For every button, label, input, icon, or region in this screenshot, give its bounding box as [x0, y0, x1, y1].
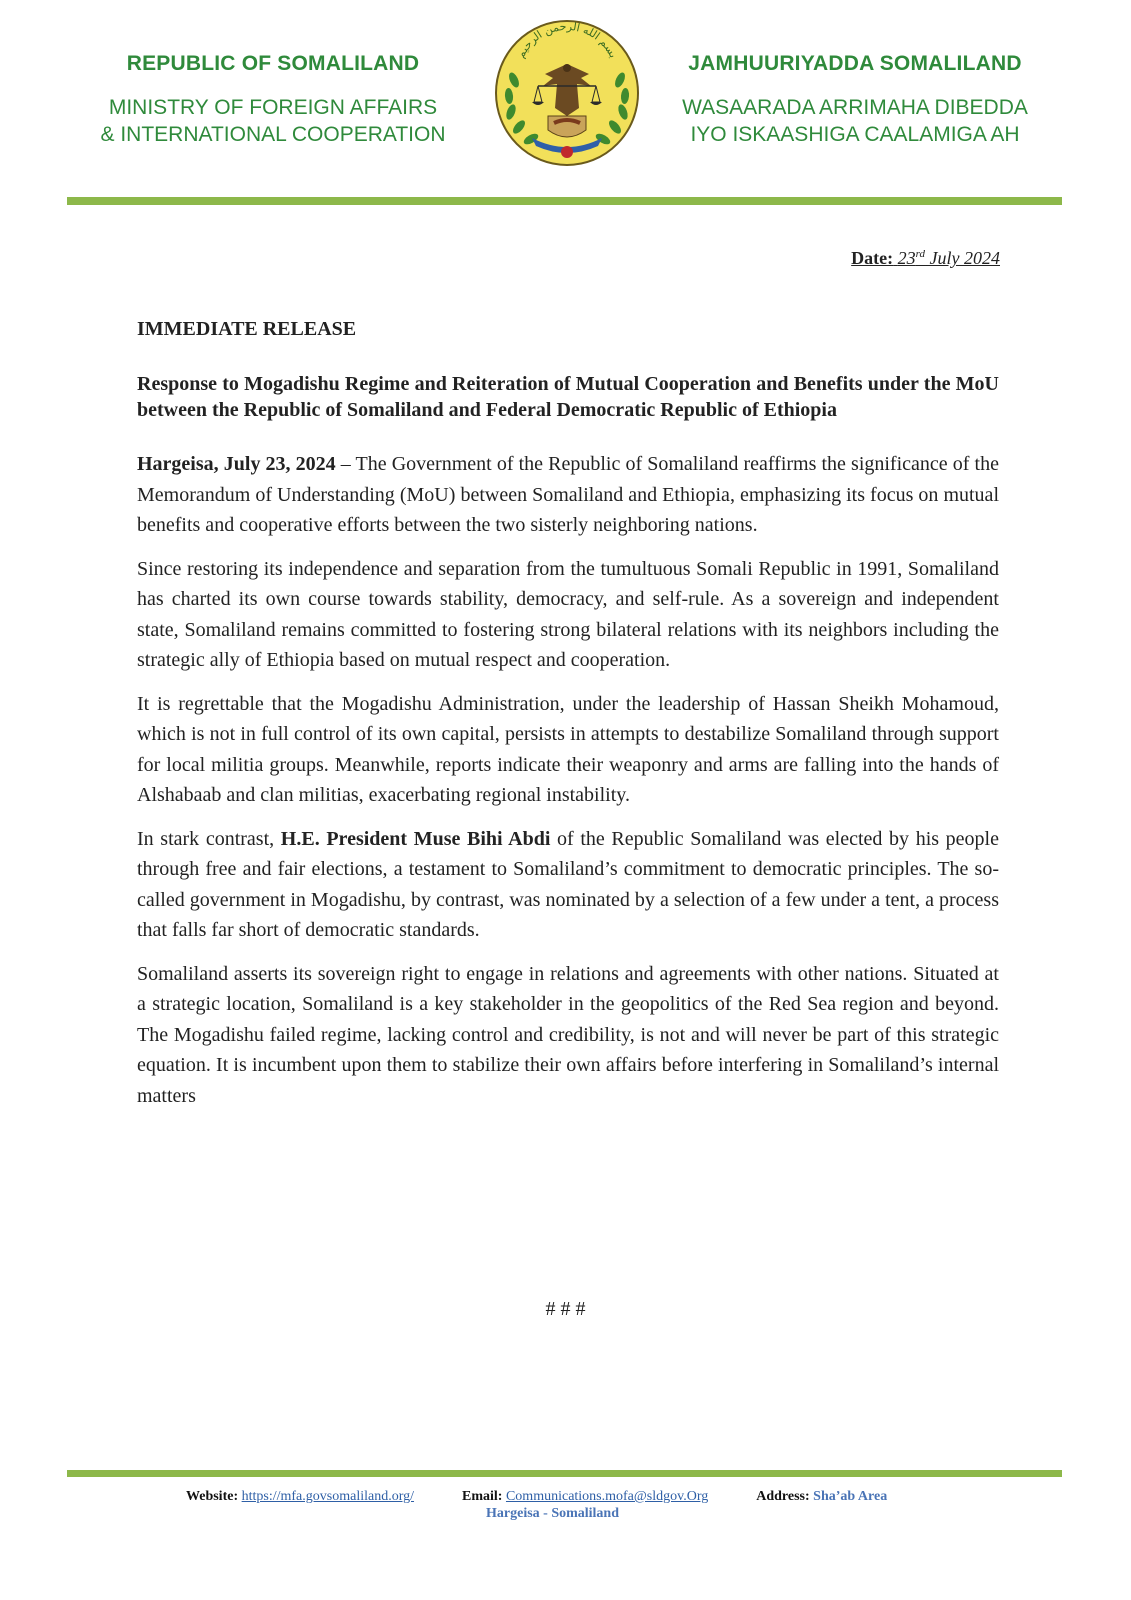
footer — [186, 1488, 1006, 1522]
press-release-body — [137, 318, 999, 1124]
president-name: H.E. President Muse Bihi Abdi — [280, 827, 551, 850]
paragraph-1 — [137, 449, 999, 541]
date-label: Date: — [851, 248, 894, 268]
address-line1: Sha’ab Area — [813, 1489, 888, 1504]
country-name-somali: JAMHUURIYADDA SOMALILAND — [688, 52, 1022, 75]
date-rest: July 2024 — [925, 248, 1000, 268]
address-label: Address: — [756, 1489, 810, 1504]
paragraph-3: It is regrettable that the Mogadishu Administration, under the leadership of Hassan Sheikh Mohamoud, which is not in full control of its own capital, persists in attempts to destabilize Somaliland through support for local militia groups. Meanwhile, reports indicate their weaponry and arms are falling into the hands of Alshabaab and clan militias, exacerbating regional instability. — [137, 692, 999, 806]
header-somali — [660, 52, 1050, 148]
website-label: Website: — [186, 1489, 239, 1504]
header-divider — [67, 197, 1062, 205]
ministry-name-line1: MINISTRY OF FOREIGN AFFAIRS — [108, 96, 438, 119]
ministry-name-line2: & INTERNATIONAL COOPERATION — [100, 123, 446, 146]
dateline: Hargeisa, July 23, 2024 — [137, 453, 336, 475]
date-suffix: rd — [915, 248, 926, 260]
paragraph-1-text: – The Government of the Republic of Somaliland reaffirms the significance of the Memorandum of Understanding (MoU) between Somaliland and Ethiopia, emphasizing its focus on mutual benefits and cooperative efforts between the two sisterly neighboring nations. — [137, 453, 999, 536]
release-date — [851, 248, 1000, 269]
paragraph-4 — [137, 824, 999, 946]
headline: Response to Mogadishu Regime and Reiteration of Mutual Cooperation and Benefits under the MoU between the Republic of Somaliland and Federal Democratic Republic of Ethiopia — [137, 373, 999, 421]
end-mark: # # # — [545, 1298, 586, 1320]
email-link[interactable]: Communications.mofa@sldgov.Org — [505, 1489, 709, 1504]
country-name-english: REPUBLIC OF SOMALILAND — [126, 52, 420, 75]
paragraph-4-post: of the Republic Somaliland was elected by his people through free and fair elections, a testament to Somaliland’s commitment to democratic principles. The so-called government in Mogadishu, by contrast, was nominated by a selection of a few under a tent, a process that falls far short of democratic standards. — [137, 827, 999, 941]
footer-divider — [67, 1470, 1062, 1477]
header-english — [78, 52, 468, 148]
website-link[interactable]: https://mfa.govsomaliland.org/ — [241, 1489, 415, 1504]
paragraph-5: Somaliland asserts its sovereign right to engage in relations and agreements with other nations. Situated at a strategic location, Somaliland is a key stakeholder in the geopolitics of the Red Sea region and beyond. The Mogadishu failed regime, lacking control and credibility, is not and will never be part of this strategic equation. It is incumbent upon them to stabilize their own affairs before interfering in Somaliland’s internal matters — [137, 962, 999, 1107]
ministry-name-somali-line2: IYO ISKAASHIGA CAALAMIGA AH — [690, 123, 1020, 146]
address-line2: Hargeisa - Somaliland — [486, 1506, 620, 1521]
date-day: 23 — [897, 248, 916, 268]
emblem-inscription: بسم الله الرحمن الرحيم — [514, 20, 620, 61]
paragraph-2: Since restoring its independence and separation from the tumultuous Somali Republic in 1991, Somaliland has charted its own course towards stability, democracy, and self-rule. As a sovereign and independent state, Somaliland remains committed to fostering strong bilateral relations with its neighbors including the strategic ally of Ethiopia based on mutual respect and cooperation. — [137, 557, 999, 671]
paragraph-4-pre: In stark contrast, — [137, 827, 281, 850]
release-type: IMMEDIATE RELEASE — [137, 318, 357, 340]
ministry-name-somali-line1: WASAARADA ARRIMAHA DIBEDDA — [682, 96, 1028, 119]
national-emblem-icon — [494, 20, 640, 166]
email-label: Email: — [462, 1489, 503, 1504]
